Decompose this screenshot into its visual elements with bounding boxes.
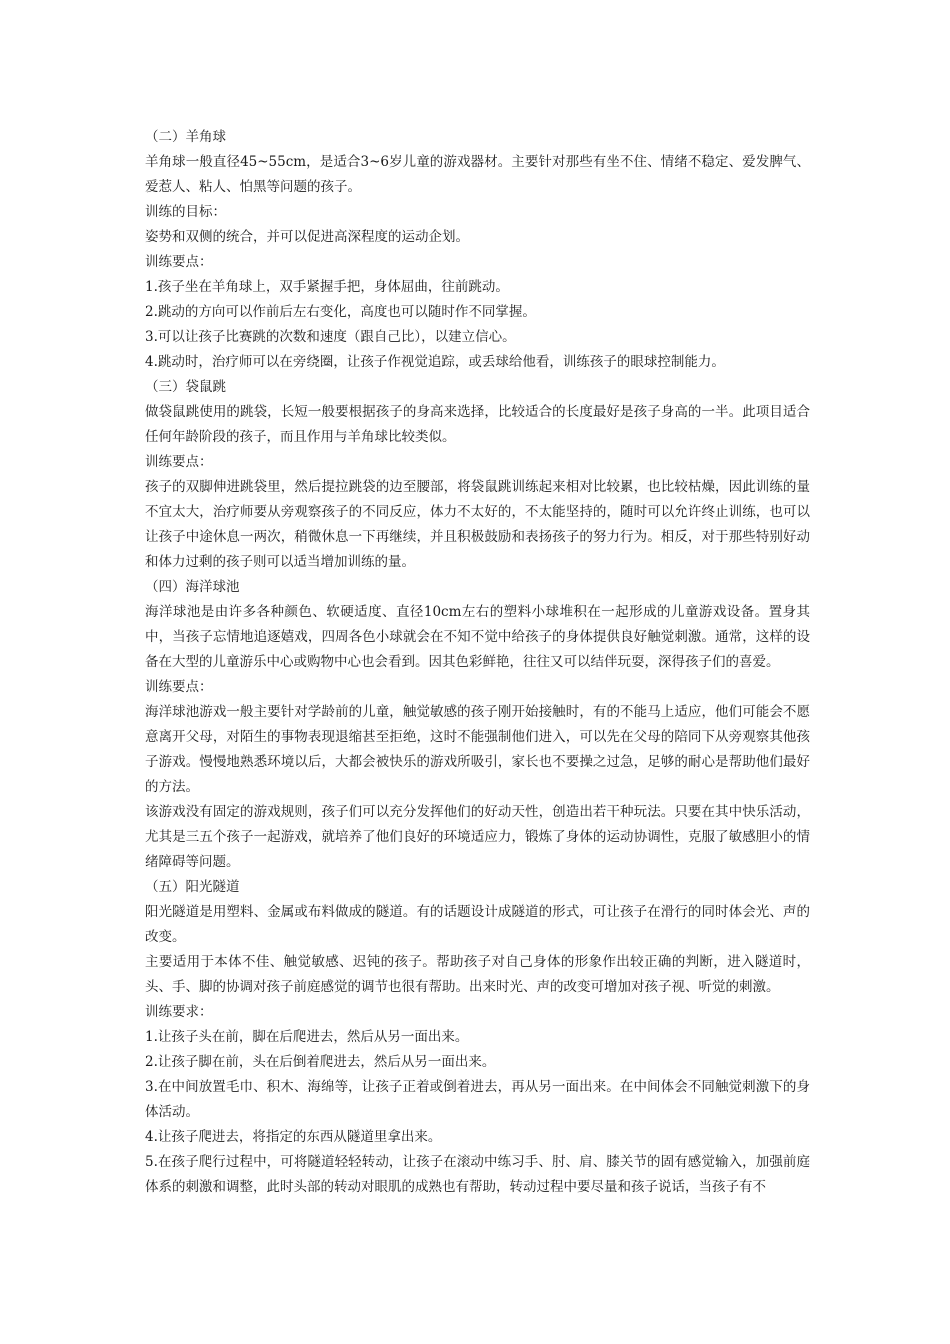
list-item: 1.孩子坐在羊角球上，双手紧握手把，身体屈曲，往前跳动。 — [145, 279, 509, 295]
paragraph: 羊角球一般直径45~55cm，是适合3~6岁儿童的游戏器材。主要针对那些有坐不住、情绪不稳定、爱发脾气、爱惹人、粘人、怕黑等问题的孩子。 — [145, 154, 810, 195]
list-item: 5.在孩子爬行过程中，可将隧道轻轻转动，让孩子在滚动中练习手、肘、肩、膝关节的固有感觉输入，加强前庭体系的刺激和调整，此时头部的转动对眼肌的成熟也有帮助，转动过程中要尽量和孩子说话，当孩子有不 — [145, 1154, 810, 1195]
list-item: 3.可以让孩子比赛跳的次数和速度（跟自己比），以建立信心。 — [145, 329, 516, 345]
paragraph: 做袋鼠跳使用的跳袋，长短一般要根据孩子的身高来选择，比较适合的长度最好是孩子身高的一半。此项目适合任何年龄阶段的孩子，而且作用与羊角球比较类似。 — [145, 404, 810, 445]
paragraph: 训练的目标： — [145, 204, 226, 220]
paragraph: 海洋球池游戏一般主要针对学龄前的儿童，触觉敏感的孩子刚开始接触时，有的不能马上适应，他们可能会不愿意离开父母，对陌生的事物表现退缩甚至拒绝，这时不能强制他们进入，可以先在父母的陪同下从旁观察其他孩子游戏。慢慢地熟悉环境以后，大都会被快乐的游戏所吸引，家长也不要操之过急，足够的耐心是帮助他们最好的方法。 — [145, 704, 810, 795]
paragraph: 姿势和双侧的统合，并可以促进高深程度的运动企划。 — [145, 229, 469, 245]
paragraph: 训练要点： — [145, 254, 213, 270]
paragraph: 该游戏没有固定的游戏规则，孩子们可以充分发挥他们的好动天性，创造出若干种玩法。只要在其中快乐活动，尤其是三五个孩子一起游戏，就培养了他们良好的环境适应力，锻炼了身体的运动协调性，克服了敏感胆小的情绪障碍等问题。 — [145, 804, 810, 870]
paragraph: 训练要点： — [145, 679, 213, 695]
list-item: 2.跳动的方向可以作前后左右变化，高度也可以随时作不同掌握。 — [145, 304, 536, 320]
section-heading-kangaroo-jump: （三）袋鼠跳 — [145, 379, 226, 395]
section-heading-ball-pool: （四）海洋球池 — [145, 579, 240, 595]
document-body — [145, 125, 810, 1200]
list-item: 2.让孩子脚在前，头在后倒着爬进去，然后从另一面出来。 — [145, 1054, 496, 1070]
list-item: 4.跳动时，治疗师可以在旁绕圈，让孩子作视觉追踪，或丢球给他看，训练孩子的眼球控制能力。 — [145, 354, 725, 370]
paragraph: 训练要点： — [145, 454, 213, 470]
list-item: 1.让孩子头在前，脚在后爬进去，然后从另一面出来。 — [145, 1029, 469, 1045]
paragraph: 孩子的双脚伸进跳袋里，然后提拉跳袋的边至腰部，将袋鼠跳训练起来相对比较累，也比较枯燥，因此训练的量不宜太大，治疗师要从旁观察孩子的不同反应，体力不太好的，不太能坚持的，随时可以允许终止训练，也可以让孩子中途休息一两次，稍微休息一下再继续，并且积极鼓励和表扬孩子的努力行为。相反，对于那些特别好动和体力过剩的孩子则可以适当增加训练的量。 — [145, 479, 810, 570]
paragraph: 海洋球池是由许多各种颜色、软硬适度、直径10cm左右的塑料小球堆积在一起形成的儿童游戏设备。置身其中，当孩子忘情地追逐嬉戏，四周各色小球就会在不知不觉中给孩子的身体提供良好触觉刺激。通常，这样的设备在大型的儿童游乐中心或购物中心也会看到。因其色彩鲜艳，往往又可以结伴玩耍，深得孩子们的喜爱。 — [145, 604, 810, 670]
list-item: 4.让孩子爬进去，将指定的东西从隧道里拿出来。 — [145, 1129, 442, 1145]
paragraph: 主要适用于本体不佳、触觉敏感、迟钝的孩子。帮助孩子对自己身体的形象作出较正确的判断，进入隧道时，头、手、脚的协调对孩子前庭感觉的调节也很有帮助。出来时光、声的改变可增加对孩子视、听觉的刺激。 — [145, 954, 810, 995]
paragraph: 阳光隧道是用塑料、金属或布料做成的隧道。有的话题设计成隧道的形式，可让孩子在滑行的同时体会光、声的改变。 — [145, 904, 810, 945]
section-heading-ox-horn-ball: （二）羊角球 — [145, 129, 226, 145]
section-heading-sunshine-tunnel: （五）阳光隧道 — [145, 879, 240, 895]
list-item: 3.在中间放置毛巾、积木、海绵等，让孩子正着或倒着进去，再从另一面出来。在中间体会不同触觉刺激下的身体活动。 — [145, 1079, 810, 1120]
paragraph: 训练要求： — [145, 1004, 213, 1020]
